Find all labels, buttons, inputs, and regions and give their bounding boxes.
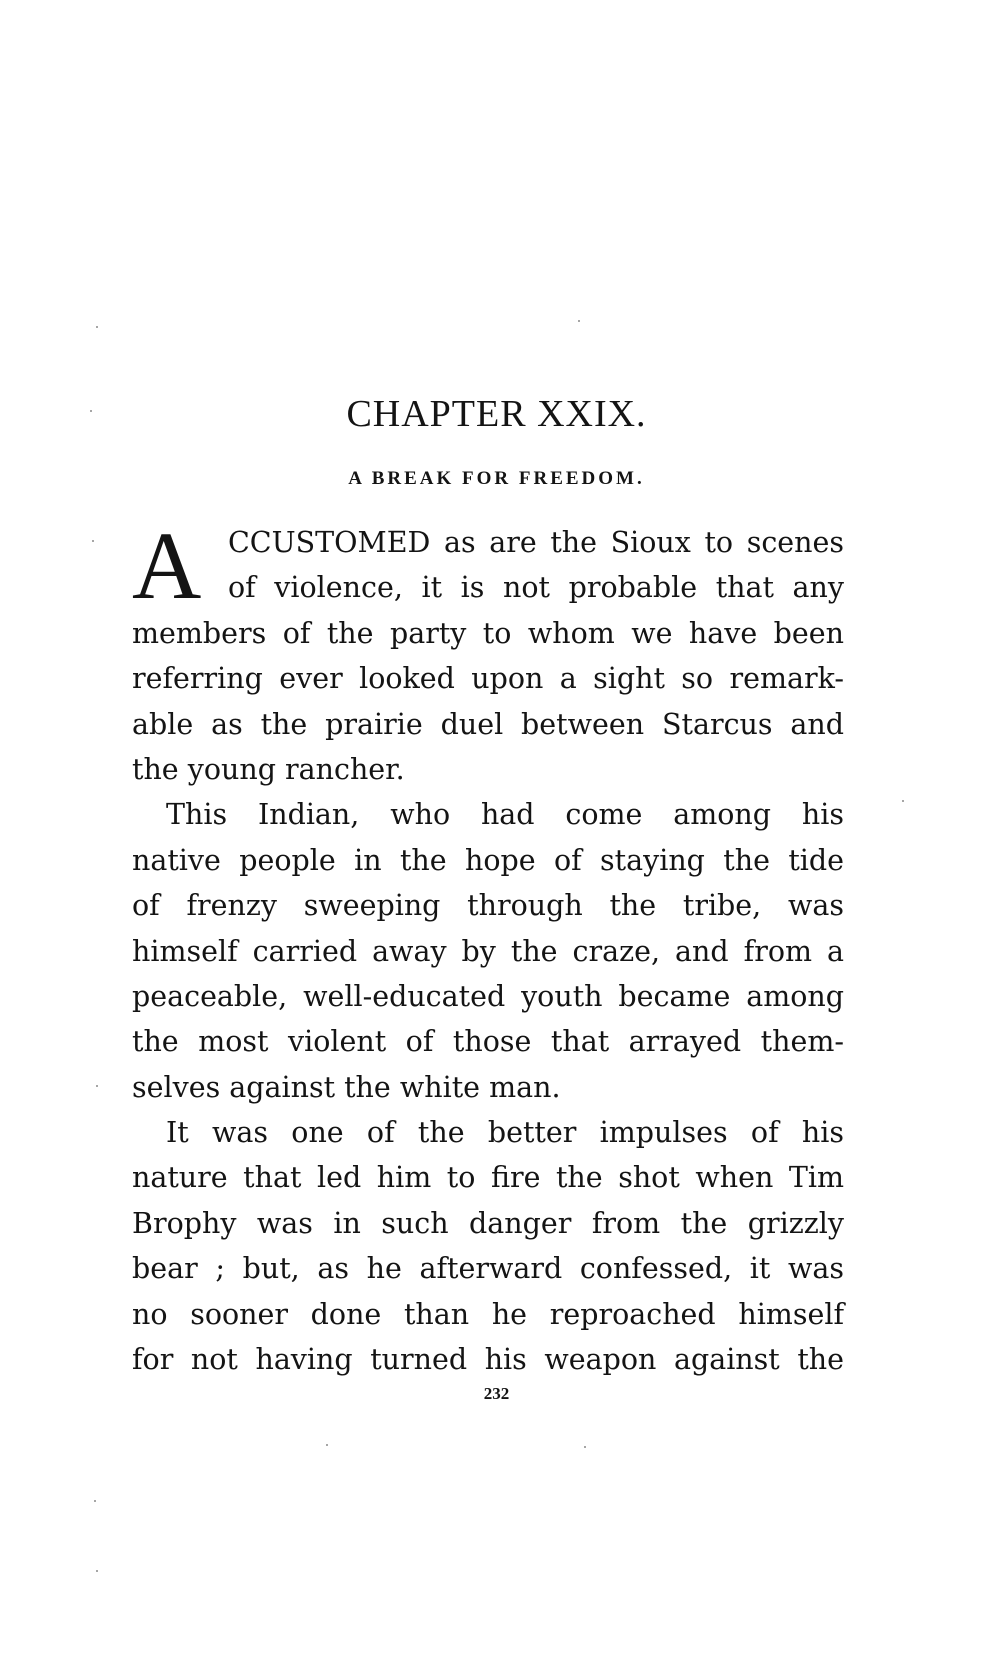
scan-speck — [92, 540, 94, 542]
text-line: CCUSTOMED as are the Sioux to scenes — [228, 526, 844, 559]
text-line: for not having turned his weapon against the — [132, 1343, 844, 1377]
chapter-title: CHAPTER XXIX. — [346, 393, 647, 435]
text-line: selves against the white man. — [132, 1070, 561, 1104]
text-line: Brophy was in such danger from the grizzly — [132, 1206, 844, 1240]
text-line: native people in the hope of staying the tide — [132, 843, 844, 877]
body-text — [132, 512, 844, 1382]
scan-speck — [96, 326, 98, 328]
text-line: members of the party to whom we have been — [132, 616, 844, 650]
scan-speck — [584, 1446, 586, 1448]
text-line: peaceable, well-educated youth became among — [132, 979, 844, 1013]
text-line: himself carried away by the craze, and from a — [132, 934, 844, 968]
text-line: of frenzy sweeping through the tribe, was — [132, 889, 844, 923]
scan-speck — [96, 1085, 98, 1087]
text-line: no sooner done than he reproached himself — [132, 1297, 844, 1331]
text-line: bear ; but, as he afterward confessed, it was — [132, 1252, 844, 1286]
text-line: able as the prairie duel between Starcus and — [132, 707, 844, 741]
text-line: the most violent of those that arrayed them- — [132, 1025, 844, 1059]
text-line: This Indian, who had come among his — [166, 798, 844, 832]
chapter-subtitle: A BREAK FOR FREEDOM. — [348, 468, 645, 489]
page-number: 232 — [483, 1384, 510, 1403]
second-line — [132, 565, 844, 610]
scan-speck — [902, 800, 904, 802]
text-line: It was one of the better impulses of his — [166, 1116, 844, 1150]
scan-speck — [326, 1444, 328, 1446]
drop-cap: A — [132, 512, 202, 619]
text-line: nature that led him to fire the shot when Tim — [132, 1161, 844, 1195]
scan-speck — [96, 1570, 98, 1572]
scan-speck — [90, 410, 92, 412]
text-line: the young rancher. — [132, 752, 405, 786]
scan-speck — [578, 320, 580, 322]
text-line: referring ever looked upon a sight so remark- — [132, 662, 844, 696]
scan-speck — [94, 1500, 96, 1502]
text-line: of violence, it is not probable that any — [228, 571, 844, 605]
